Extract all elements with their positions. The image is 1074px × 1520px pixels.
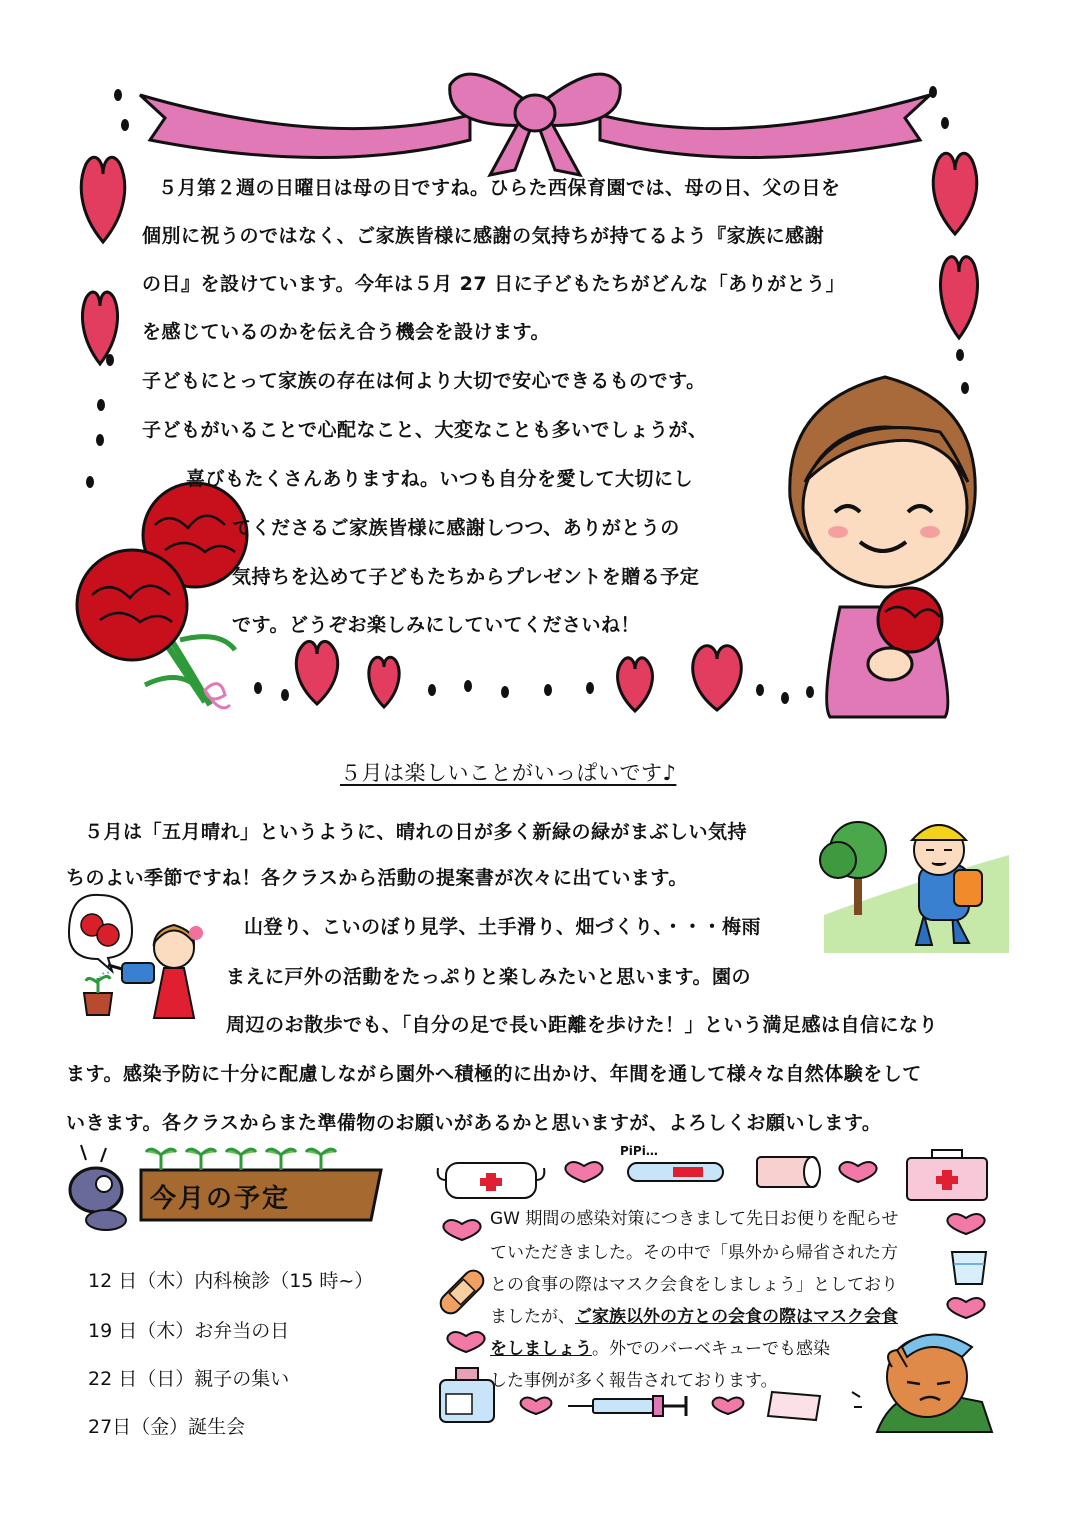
mothers-day-line-8: てくださるご家族皆様に感謝しつつ、ありがとうの xyxy=(232,517,680,539)
hiking-child-illustration xyxy=(824,815,1009,955)
heart-icon xyxy=(710,1396,746,1416)
syringe-icon xyxy=(568,1392,693,1420)
schedule-item-4: 27日（金）誕生会 xyxy=(88,1416,246,1438)
may-line-6: ます。感染予防に十分に配慮しながら園外へ積極的に出かけ、年間を通して様々な自然体験をして xyxy=(66,1063,922,1085)
may-line-3: 山登り、こいのぼり見学、土手滑り、畑づくり、・・・梅雨 xyxy=(244,916,762,938)
heart-icon xyxy=(836,1160,880,1184)
schedule-item-2: 19 日（木）お弁当の日 xyxy=(88,1320,290,1342)
heart-icon xyxy=(614,655,656,715)
schedule-item-1: 12 日（木）内科検診（15 時~） xyxy=(88,1270,374,1292)
schedule-item-3: 22 日（日）親子の集い xyxy=(88,1368,290,1390)
bandage-roll-icon xyxy=(752,1152,822,1192)
mothers-day-line-3: の日』を設けています。今年は５月 27 日に子どもたちがどんな「ありがとう」 xyxy=(142,273,846,295)
infection-line-3: との食事の際はマスク会食をしましょう」としており xyxy=(490,1275,898,1295)
mothers-day-line-5: 子どもにとって家族の存在は何より大切で安心できるものです。 xyxy=(142,370,706,392)
infection-line-5-post: 。外でのバーベキューでも感染 xyxy=(592,1339,830,1359)
first-aid-kit-icon xyxy=(902,1146,992,1206)
heart-icon xyxy=(78,152,128,247)
adhesive-bandage-icon xyxy=(432,1262,492,1322)
heart-icon xyxy=(944,1296,988,1320)
heart-icon xyxy=(688,642,746,714)
mothers-day-line-2: 個別に祝うのではなく、ご家族皆様に感謝の気持ちが持てるよう『家族に感謝 xyxy=(142,225,825,247)
may-line-1: ５月は「五月晴れ」というように、晴れの日が多く新緑の緑がまぶしい気持 xyxy=(84,821,748,843)
may-line-5: 周辺のお散歩でも、「自分の足で長い距離を歩けた！」という満足感は自信になり xyxy=(226,1014,939,1036)
schedule-sign-label: 今月の予定 xyxy=(150,1184,291,1214)
mothers-day-line-9: 気持ちを込めて子どもたちからプレゼントを贈る予定 xyxy=(232,566,700,588)
infection-line-4 xyxy=(490,1302,898,1327)
infection-line-4-pre: ましたが、 xyxy=(490,1307,575,1327)
may-section-title: ５月は楽しいことがいっぱいです♪ xyxy=(340,761,677,785)
mother-holding-carnation-illustration xyxy=(780,372,990,722)
heart-icon xyxy=(944,1212,988,1236)
heart-icon xyxy=(80,288,120,368)
mothers-day-line-4: を感じているのかを伝え合う機会を設けます。 xyxy=(142,321,550,343)
infection-line-2: ていただきました。その中で「県外から帰省された方 xyxy=(490,1243,898,1263)
infection-emphasis-2: をしましょう xyxy=(490,1339,592,1359)
mothers-day-line-7: 喜びもたくさんありますね。いつも自分を愛して大切にし xyxy=(186,468,694,490)
mothers-day-line-6: 子どもがいることで心配なこと、大変なことも多いでしょうが、 xyxy=(142,419,708,441)
glass-of-water-icon xyxy=(948,1248,990,1288)
infection-emphasis-1: ご家族以外の方との会食の際はマスク会食 xyxy=(575,1307,898,1327)
mothers-day-line-10: です。どうぞお楽しみにしていてくださいね！ xyxy=(232,614,640,636)
heart-icon xyxy=(518,1396,554,1416)
sick-child-illustration xyxy=(852,1322,1002,1434)
mask-icon xyxy=(436,1158,546,1203)
heart-icon xyxy=(562,1160,606,1184)
infection-line-5 xyxy=(490,1334,830,1359)
thermometer-text: PiPi… xyxy=(620,1144,658,1158)
heart-icon xyxy=(938,252,980,342)
girl-watering-plant-illustration xyxy=(64,893,214,1023)
heart-icon xyxy=(440,1218,484,1242)
may-line-4: まえに戸外の活動をたっぷりと楽しみたいと思います。園の xyxy=(226,966,751,988)
may-line-7: いきます。各クラスからまた準備物のお願いがあるかと思いますが、よろしくお願いします。 xyxy=(66,1112,882,1134)
may-line-2: ちのよい季節ですね！各クラスから活動の提案書が次々に出ています。 xyxy=(66,867,688,889)
heart-icon xyxy=(292,638,342,708)
heart-icon xyxy=(930,148,980,238)
tissue-icon xyxy=(766,1388,824,1424)
infection-line-6: した事例が多く報告されております。 xyxy=(490,1371,778,1391)
medicine-bottle-icon xyxy=(436,1366,498,1426)
infection-line-1: GW 期間の感染対策につきまして先日お便りを配らせ xyxy=(490,1209,899,1229)
heart-icon xyxy=(366,655,402,710)
mothers-day-line-1: ５月第２週の日曜日は母の日ですね。ひらた西保育園では、母の日、父の日を xyxy=(158,177,841,199)
heart-icon xyxy=(444,1330,488,1354)
